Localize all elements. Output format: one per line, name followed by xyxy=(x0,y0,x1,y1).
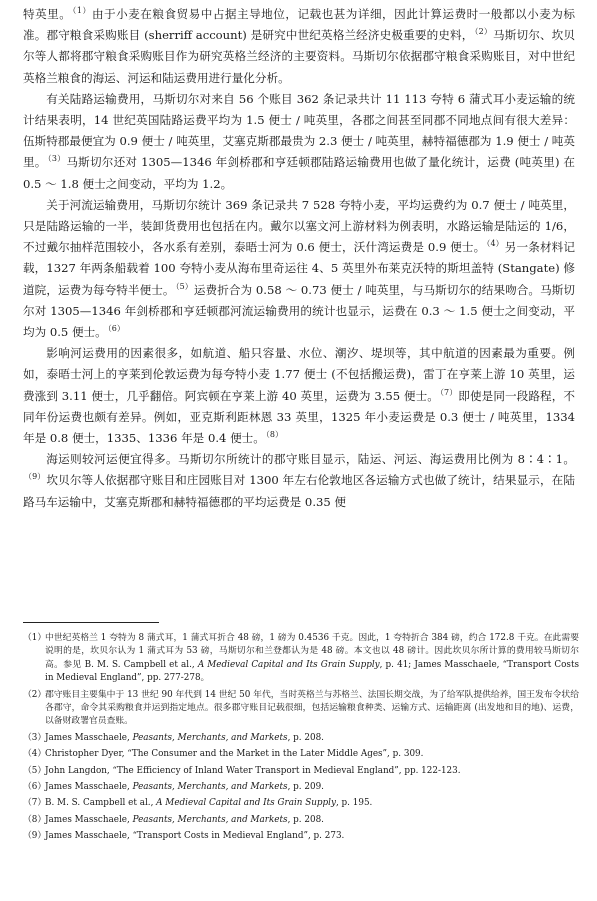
footnote-number: （2） xyxy=(23,689,47,700)
footnote-text: 中世纪英格兰 1 夸特为 8 蒲式耳，1 蒲式耳折合 48 磅，1 磅为 0.4536 千克。因此，1 夸特折合 384 磅，约合 172.8 千克。在此需要说明的是，坎贝尔认为 1 蒲式耳为 53 磅，马斯切尔和兰登都认为是 48 磅。本文也以 48 磅计。因此坎贝尔所计算的费用较马斯切尔高。参见 B. M. S. Campbell et al., A Medieval Capital and Its Grain Supply, p. 41; James Masschaele, “Transport Costs in Medieval England”, pp. 277-278。 xyxy=(45,633,579,684)
footnote-text: B. M. S. Campbell et al., A Medieval Capital and Its Grain Supply, p. 195. xyxy=(45,798,373,809)
footnote-divider xyxy=(23,622,159,623)
text-run: 马斯切尔、坎贝尔等人都将郡守粮食采购账目作为研究英格兰经济的主要资料。马斯切尔依据郡守粮食采购账目，对中世纪英格兰粮食的海运、河运和陆运费用进行量化分析。 xyxy=(23,28,575,85)
footnote-number: （6） xyxy=(23,782,47,793)
footnote-item xyxy=(23,765,579,778)
text-run: 关于河流运输费用，马斯切尔统计 369 条记录共 7 528 夸特小麦，平均运费约为 0.7 便士 / 吨英里，只是陆路运输的一半，装卸货费用也包括在内。戴尔以塞文河上游材料为例表明，水路运输是陆运的 1/6，不过戴尔抽样范围较小，各水系有差别，泰晤士河为 0.6 便士，沃什湾运费是 0.9 便士。 xyxy=(23,197,575,255)
footnote-ref-6[interactable]: （6） xyxy=(107,324,125,334)
footnote-number: （9） xyxy=(23,831,47,842)
footnote-ref-7[interactable]: （7） xyxy=(439,387,458,397)
paragraph-3 xyxy=(23,195,575,343)
footnote-text: James Masschaele, Peasants, Merchants, and Markets, p. 208. xyxy=(45,814,324,825)
paragraph-2 xyxy=(23,89,575,195)
footnote-text: Christopher Dyer, “The Consumer and the Market in the Later Middle Ages”, p. 309. xyxy=(45,749,424,760)
footnote-text: John Langdon, “The Efficiency of Inland Water Transport in Medieval England”, pp. 122-123. xyxy=(45,765,461,776)
footnote-text: James Masschaele, Peasants, Merchants, and Markets, p. 209. xyxy=(45,782,324,793)
footnote-item xyxy=(23,632,579,686)
footnote-ref-9[interactable]: （9） xyxy=(24,472,46,482)
footnote-number: （5） xyxy=(23,765,47,776)
footnote-ref-8[interactable]: （8） xyxy=(265,430,283,440)
footnote-ref-5[interactable]: （5） xyxy=(175,281,193,291)
footnote-text: James Masschaele, Peasants, Merchants, and Markets, p. 208. xyxy=(45,732,324,743)
body-text xyxy=(23,4,575,513)
footnote-number: （7） xyxy=(23,798,47,809)
paragraph-1 xyxy=(23,4,575,89)
text-run: 坎贝尔等人依据郡守账目和庄园账目对 1300 年左右伦敦地区各运输方式也做了统计，结果显示，在陆路马车运输中，艾塞克斯郡和赫特福德郡的平均运费是 0.35 便 xyxy=(23,473,575,509)
footnote-item xyxy=(23,814,579,827)
footnote-number: （4） xyxy=(23,749,47,760)
text-run: 运费折合为 0.58 ～ 0.73 便士 / 吨英里，与马斯切尔的结果吻合。马斯切尔对 1305—1346 年剑桥郡和亨廷顿郡河流运输费用的统计也显示，运费在 0.3 ～ 1.5 便士之间变动，平均为 0.5 便士。 xyxy=(23,282,575,340)
text-run: 即使是同一段路程，不同年份运费也颇有差异。例如，亚克斯利距林恩 33 英里，1325 年小麦运费是 0.3 便士 / 吨英里，1334 年是 0.8 便士，1335、1336 年是 0.4 便士。 xyxy=(23,388,575,446)
text-run: 特英里。 xyxy=(23,7,72,21)
footnote-item xyxy=(23,781,579,794)
text-run: 另一条材料记载，1327 年两条船载着 100 夸特小麦从海布里奇运往 4、5 英里外布莱克沃特的斯坦盖特 (Stangate) 修道院，运费为每夸特半便士。 xyxy=(23,240,575,297)
footnote-item xyxy=(23,797,579,810)
footnote-item xyxy=(23,830,579,843)
paragraph-5 xyxy=(23,449,575,513)
footnote-text: 郡守账目主要集中于 13 世纪 90 年代到 14 世纪 50 年代，当时英格兰与苏格兰、法国长期交战，为了给军队提供给养，国王发布令状给各郡守，命令其采购粮食并运到指定地点。很多郡守账目记载很细，包括运输粮食种类、运输方式、运输距离 (出发地和目的地)、运费，以备财政署官员查账。 xyxy=(45,689,579,727)
text-run: 海运则较河运便宜得多。马斯切尔所统计的郡守账目显示，陆运、河运、海运费用比例为 8∶4∶1。 xyxy=(46,452,575,467)
footnote-item xyxy=(23,748,579,761)
footnote-ref-1[interactable]: （1） xyxy=(72,6,91,15)
footnotes xyxy=(23,632,579,847)
footnote-ref-2[interactable]: （2） xyxy=(474,27,493,37)
footnote-ref-3[interactable]: （3） xyxy=(47,154,66,164)
footnote-number: （1） xyxy=(23,633,47,643)
footnote-item xyxy=(23,732,579,745)
footnote-ref-4[interactable]: （4） xyxy=(486,239,504,249)
paragraph-4 xyxy=(23,343,575,449)
text-run: 马斯切尔还对 1305—1346 年剑桥郡和亨廷顿郡陆路运输费用也做了量化统计，运费 (吨英里) 在 0.5 ～ 1.8 便士之间变动，平均为 1.2。 xyxy=(23,155,575,191)
footnote-item xyxy=(23,689,579,729)
footnote-number: （8） xyxy=(23,814,47,825)
text-run: 由于小麦在粮食贸易中占据主导地位，记载也甚为详细，因此计算运费时一般都以小麦为标准。郡守粮食采购账目 (sherriff account) 是研究中世纪英格兰经济史极重要的史料， xyxy=(23,7,575,43)
text-run: 影响河运费用的因素很多，如航道、船只容量、水位、潮汐、堤坝等，其中航道的因素最为重要。例如，泰晤士河上的亨莱到伦敦运费为每夸特小麦 1.77 便士 (不包括搬运费)，雷丁在亨莱上游 10 英里，运费涨到 3.11 便士，几乎翻倍。阿宾顿在亨莱上游 40 英里，运费为 3.55 便士。 xyxy=(23,346,575,403)
footnote-text: James Masschaele, “Transport Costs in Medieval England”, p. 273. xyxy=(45,831,345,842)
text-run: 有关陆路运输费用，马斯切尔对来自 56 个账目 362 条记录共计 11 113 夸特 6 蒲式耳小麦运输的统计结果表明，14 世纪英国陆路运费平均为 1.5 便士 / 吨英里，各郡之间甚至同郡不同地点间有很大差异：伍斯特郡最便宜为 0.9 便士 / 吨英里，艾塞克斯郡最贵为 2.3 便士 / 吨英里，赫特福德郡为 1.9 便士 / 吨英里。 xyxy=(23,91,575,170)
footnote-number: （3） xyxy=(23,732,47,743)
